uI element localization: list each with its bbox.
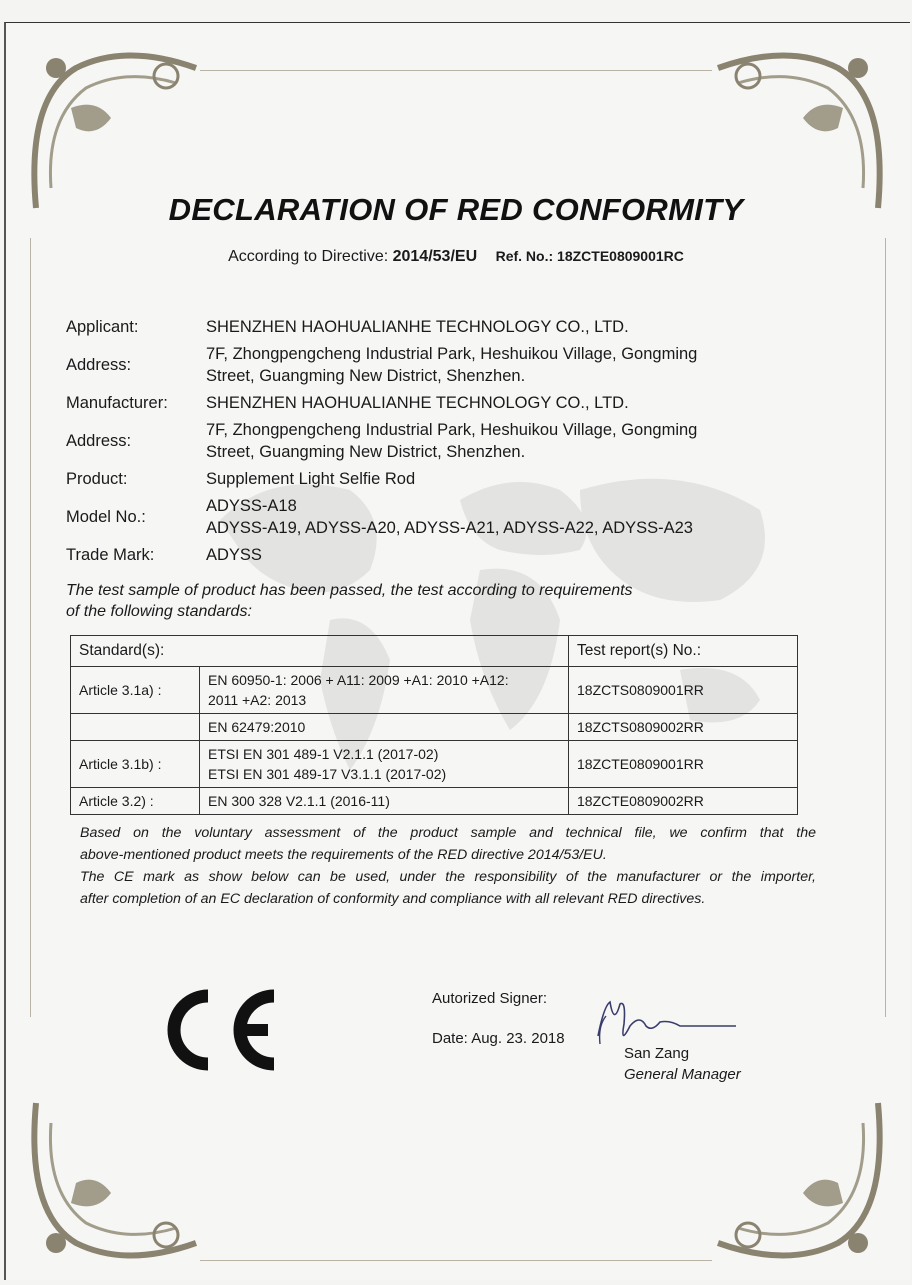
ornament-corner-bottom-left [16,1083,206,1273]
detail-value [206,544,826,566]
detail-row-manufacturer [66,392,826,414]
detail-value [206,343,826,387]
detail-row-applicant-address [66,343,826,387]
standard-line: ETSI EN 301 489-17 V3.1.1 (2017-02) [208,766,447,782]
handwritten-signature [590,996,740,1051]
standard-line: EN 60950-1: 2006 + A11: 2009 +A1: 2010 +A12: [208,672,509,688]
report-cell: 18ZCTE0809002RR [569,788,798,815]
header-report: Test report(s) No.: [569,636,798,667]
details-block [66,316,826,571]
table-row [71,788,798,815]
standard-cell [200,788,569,815]
detail-row-trade-mark [66,544,826,566]
standards-table [70,635,798,815]
table-row [71,667,798,714]
detail-line: ADYSS-A19, ADYSS-A20, ADYSS-A21, ADYSS-A22, ADYSS-A23 [206,519,693,537]
statement-line: The CE mark as show below can be used, under the responsibility of the manufacturer or the importer, [80,869,816,885]
signer-role: General Manager [624,1066,741,1083]
directive-line [0,248,912,266]
standard-cell [200,741,569,788]
ref-number [496,248,684,264]
detail-value [206,495,826,539]
header-standards: Standard(s): [71,636,569,667]
table-row [71,741,798,788]
detail-label: Trade Mark: [66,545,155,564]
directive-label: According to Directive: [228,248,389,265]
standard-cell [200,667,569,714]
detail-line: Supplement Light Selfie Rod [206,470,416,488]
table-header-row [71,636,798,667]
report-cell: 18ZCTS0809002RR [569,714,798,741]
detail-row-applicant [66,316,826,338]
signer-name: San Zang [624,1045,690,1062]
detail-value [206,468,826,490]
detail-row-product [66,468,826,490]
detail-line: SHENZHEN HAOHUALIANHE TECHNOLOGY CO., LTD. [206,318,629,336]
conformity-statement [80,822,816,910]
ce-mark-logo [150,984,282,1076]
detail-line: Street, Guangming New District, Shenzhen. [206,443,526,461]
detail-label: Applicant: [66,317,139,336]
detail-line: 7F, Zhongpengcheng Industrial Park, Heshuikou Village, Gongming [206,421,698,439]
article-cell [71,714,200,741]
test-note-line: The test sample of product has been passed, the test according to requirements [66,582,633,599]
test-note-line: of the following standards: [66,603,252,620]
detail-label: Manufacturer: [66,393,168,412]
standard-line: ETSI EN 301 489-1 V2.1.1 (2017-02) [208,746,439,762]
table-row [71,714,798,741]
standard-line: 2011 +A2: 2013 [208,692,307,708]
detail-line: Street, Guangming New District, Shenzhen. [206,367,526,385]
detail-label: Address: [66,431,132,450]
statement-line: above-mentioned product meets the requirements of the RED directive 2014/53/EU. [80,847,607,863]
report-cell: 18ZCTS0809001RR [569,667,798,714]
test-note [66,580,633,622]
detail-label: Model No.: [66,507,146,526]
detail-row-model [66,495,826,539]
border-rule-bottom [200,1260,712,1261]
report-cell: 18ZCTE0809001RR [569,741,798,788]
detail-label: Address: [66,355,132,374]
standard-cell [200,714,569,741]
detail-value [206,316,826,338]
signature-date: Date: Aug. 23. 2018 [432,1030,565,1047]
detail-line: SHENZHEN HAOHUALIANHE TECHNOLOGY CO., LTD. [206,394,629,412]
detail-line: 7F, Zhongpengcheng Industrial Park, Heshuikou Village, Gongming [206,345,698,363]
detail-line: ADYSS-A18 [206,497,297,515]
article-cell: Article 3.1a) : [71,667,200,714]
standard-line: EN 300 328 V2.1.1 (2016-11) [208,793,390,809]
detail-row-manufacturer-address [66,419,826,463]
ref-label: Ref. No.: [495,248,554,264]
detail-value [206,419,826,463]
article-cell: Article 3.2) : [71,788,200,815]
ref-value: 18ZCTE0809001RC [557,248,684,264]
statement-line: after completion of an EC declaration of conformity and compliance with all relevant RED directives. [80,891,706,907]
statement-line: Based on the voluntary assessment of the product sample and technical file, we confirm that the [80,825,816,841]
detail-line: ADYSS [206,546,262,564]
border-rule-top [200,70,712,71]
detail-value [206,392,826,414]
document-title: DECLARATION OF RED CONFORMITY [168,192,744,227]
directive-value: 2014/53/EU [392,248,478,265]
border-rule-right [885,238,886,1017]
detail-label: Product: [66,469,128,488]
ornament-corner-bottom-right [708,1083,898,1273]
signer-label: Autorized Signer: [432,990,548,1007]
standard-line: EN 62479:2010 [208,719,306,735]
border-rule-left [30,238,31,1017]
article-cell: Article 3.1b) : [71,741,200,788]
